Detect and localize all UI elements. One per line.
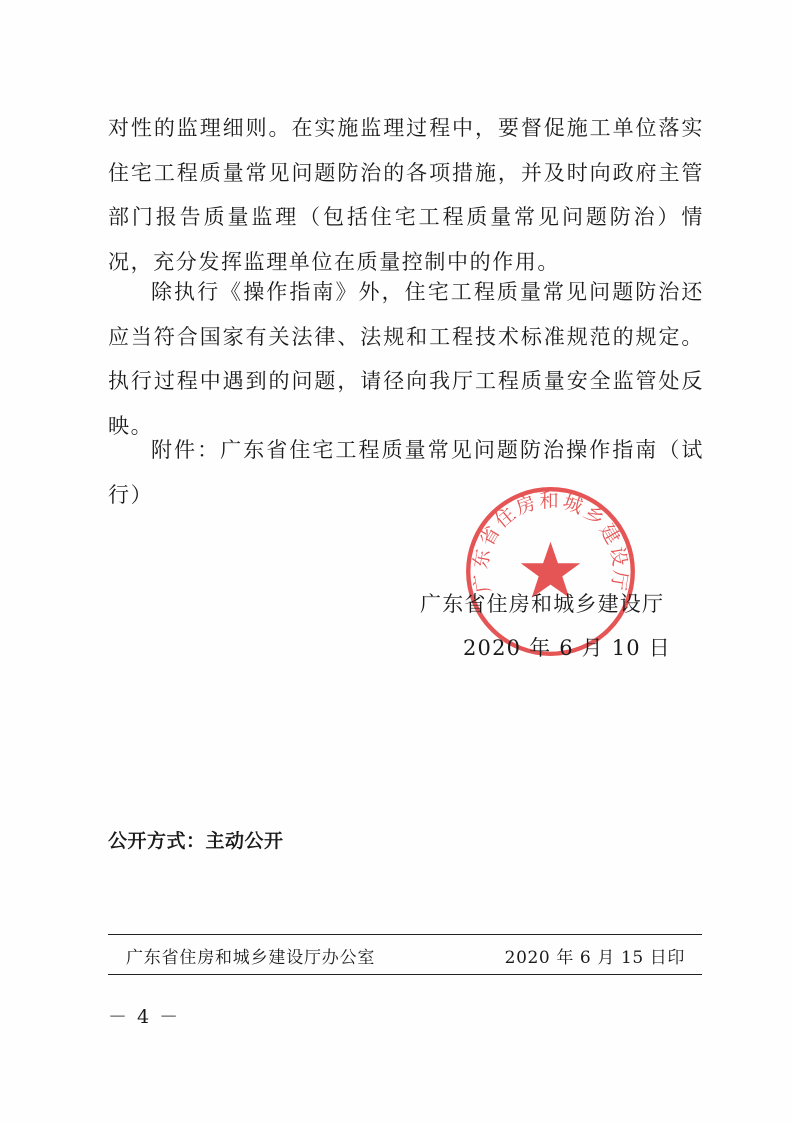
body-paragraph-1: 对性的监理细则。在实施监理过程中，要督促施工单位落实住宅工程质量常见问题防治的各项措施，并及时向政府主管部门报告质量监理（包括住宅工程质量常见问题防治）情况，充分发挥监理单位在质量控制中的作用。 (108, 116, 704, 274)
signing-date: 2020 年 6 月 10 日 (463, 636, 671, 660)
footer-rule-bottom (108, 974, 702, 975)
body-paragraph-2: 除执行《操作指南》外，住宅工程质量常见问题防治还应当符合国家有关法律、法规和工程技术标准规范的规定。执行过程中遇到的问题，请径向我厅工程质量安全监管处反映。 (108, 280, 704, 438)
footer-issuing-office: 广东省住房和城乡建设厅办公室 (126, 948, 376, 968)
page-number: － 4 － (108, 1006, 181, 1028)
footer-rule-top (108, 934, 702, 935)
signing-organization: 广东省住房和城乡建设厅 (420, 592, 665, 616)
seal-text: 广东省住房和城乡建设厅 (468, 489, 633, 595)
attachment-line: 附件：广东省住宅工程质量常见问题防治操作指南（试行） (108, 438, 704, 507)
disclosure-method: 公开方式：主动公开 (108, 830, 284, 852)
footer-print-date: 2020 年 6 月 15 日印 (504, 948, 685, 968)
